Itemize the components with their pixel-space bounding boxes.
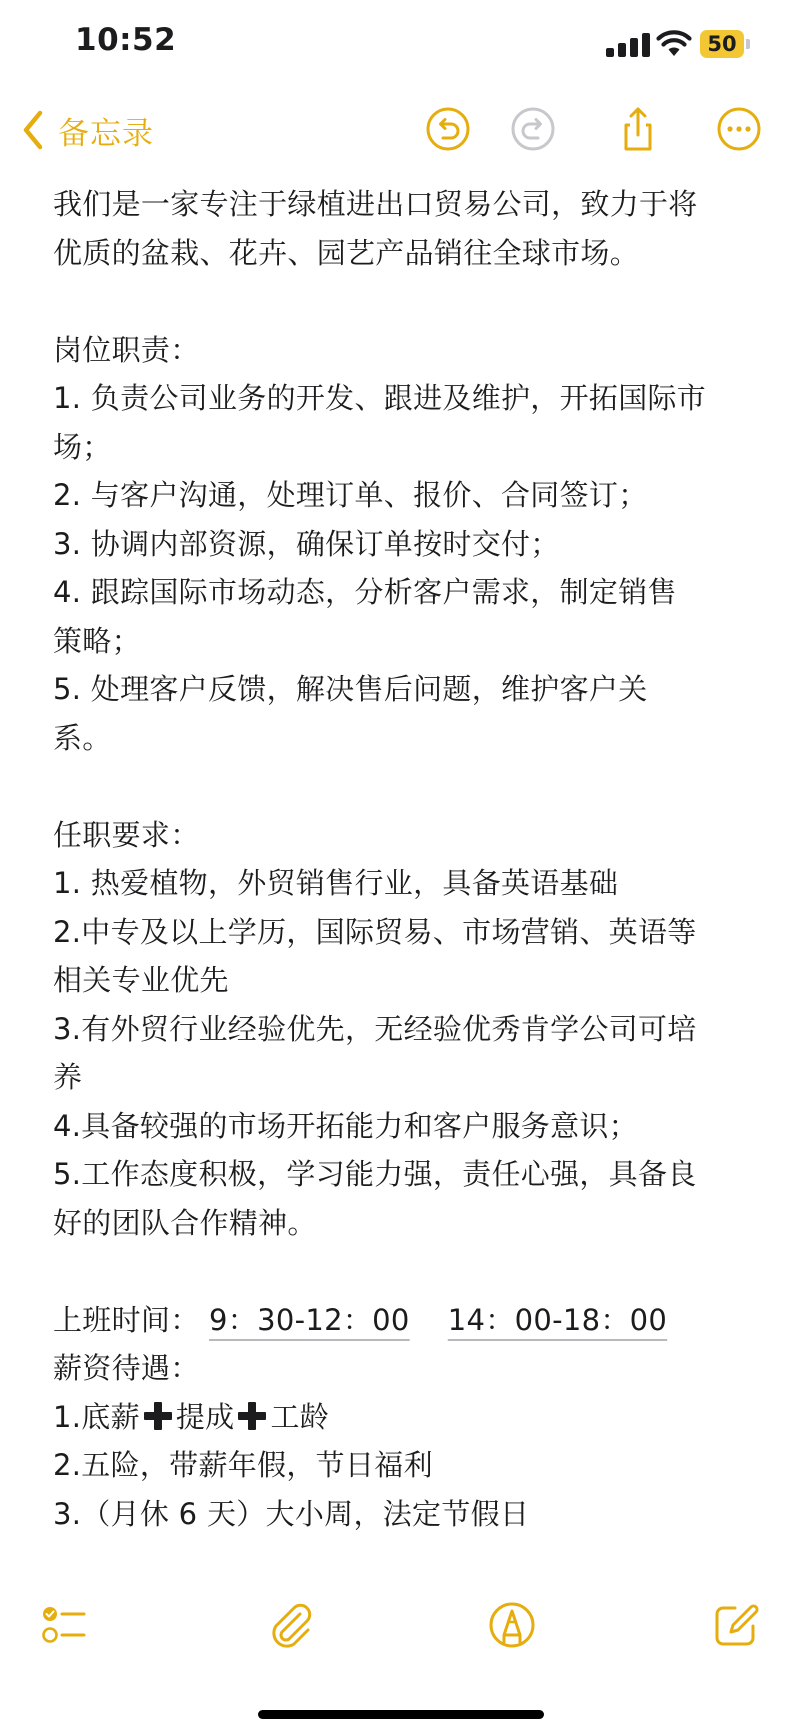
note-line: 任职要求： bbox=[53, 817, 200, 852]
note-line: 5.工作态度积极，学习能力强，责任心强，具备良 bbox=[53, 1157, 697, 1191]
undo-icon[interactable] bbox=[425, 106, 471, 152]
note-line: 2. 与客户沟通，处理订单、报价、合同签订； bbox=[53, 478, 648, 512]
note-line: 1. 热爱植物，外贸销售行业，具备英语基础 bbox=[53, 866, 619, 900]
salary-line-1 bbox=[53, 1393, 763, 1442]
nav-bar bbox=[0, 100, 800, 160]
markup-icon[interactable] bbox=[487, 1600, 537, 1650]
battery-icon bbox=[700, 30, 750, 58]
back-label: 备忘录 bbox=[58, 115, 154, 152]
note-line: 4.具备较强的市场开拓能力和客户服务意识； bbox=[53, 1108, 638, 1143]
salary-item-commission: 提成 bbox=[175, 1399, 235, 1434]
battery-level: 50 bbox=[700, 30, 744, 58]
share-icon[interactable] bbox=[615, 106, 661, 152]
note-line: 5. 处理客户反馈，解决售后问题，维护客户关 bbox=[53, 672, 648, 706]
salary-item-seniority: 工龄 bbox=[270, 1399, 330, 1434]
note-line: 1. 负责公司业务的开发、跟进及维护，开拓国际市 bbox=[53, 381, 707, 415]
status-time: 10:52 bbox=[75, 22, 177, 58]
note-line: 3.有外贸行业经验优先，无经验优秀肯学公司可培 bbox=[53, 1011, 697, 1046]
redo-icon[interactable] bbox=[510, 106, 556, 152]
note-line: 3. 协调内部资源，确保订单按时交付； bbox=[53, 526, 560, 561]
chevron-left-icon bbox=[22, 110, 44, 150]
note-line: 2.中专及以上学历，国际贸易、市场营销、英语等 bbox=[53, 914, 697, 949]
status-bar bbox=[0, 0, 800, 90]
blank-line bbox=[53, 1247, 763, 1296]
salary-heading: 薪资待遇： bbox=[53, 1351, 200, 1385]
work-hours-label: 上班时间： bbox=[53, 1302, 200, 1337]
attachment-icon[interactable] bbox=[266, 1600, 316, 1650]
work-hours-slot-1[interactable]: 9：30-12：00 bbox=[209, 1302, 410, 1337]
salary-item-base: 1.底薪 bbox=[53, 1399, 140, 1434]
salary-line-2: 2.五险，带薪年假，节日福利 bbox=[53, 1448, 433, 1482]
note-line: 养 bbox=[53, 1060, 83, 1094]
cellular-signal-icon bbox=[606, 33, 652, 57]
note-line: 策略； bbox=[53, 623, 141, 658]
note-line: 4. 跟踪国际市场动态，分析客户需求，制定销售 bbox=[53, 575, 677, 609]
bottom-toolbar bbox=[0, 1600, 800, 1660]
salary-line-3: 3.（月休 6 天）大小周，法定节假日 bbox=[53, 1496, 530, 1531]
plus-icon bbox=[144, 1402, 172, 1430]
note-line: 我们是一家专注于绿植进出口贸易公司，致力于将 bbox=[53, 187, 698, 221]
note-line: 相关专业优先 bbox=[53, 963, 229, 997]
work-hours-line bbox=[53, 1296, 763, 1345]
note-line: 系。 bbox=[53, 720, 112, 755]
note-line: 优质的盆栽、花卉、园艺产品销往全球市场。 bbox=[53, 235, 640, 270]
note-text bbox=[53, 180, 763, 1296]
note-line: 岗位职责： bbox=[53, 332, 200, 367]
note-line: 场； bbox=[53, 429, 112, 464]
wifi-icon bbox=[656, 29, 692, 57]
compose-icon[interactable] bbox=[711, 1600, 761, 1650]
blank-line bbox=[53, 762, 763, 811]
blank-line bbox=[53, 277, 763, 326]
back-button[interactable] bbox=[22, 108, 154, 152]
note-body[interactable] bbox=[53, 180, 763, 1538]
more-icon[interactable] bbox=[716, 106, 762, 152]
home-indicator[interactable] bbox=[258, 1710, 544, 1719]
work-hours-slot-2[interactable]: 14：00-18：00 bbox=[447, 1302, 668, 1337]
checklist-icon[interactable] bbox=[40, 1600, 90, 1650]
note-line: 好的团队合作精神。 bbox=[53, 1205, 317, 1240]
plus-icon bbox=[238, 1402, 266, 1430]
